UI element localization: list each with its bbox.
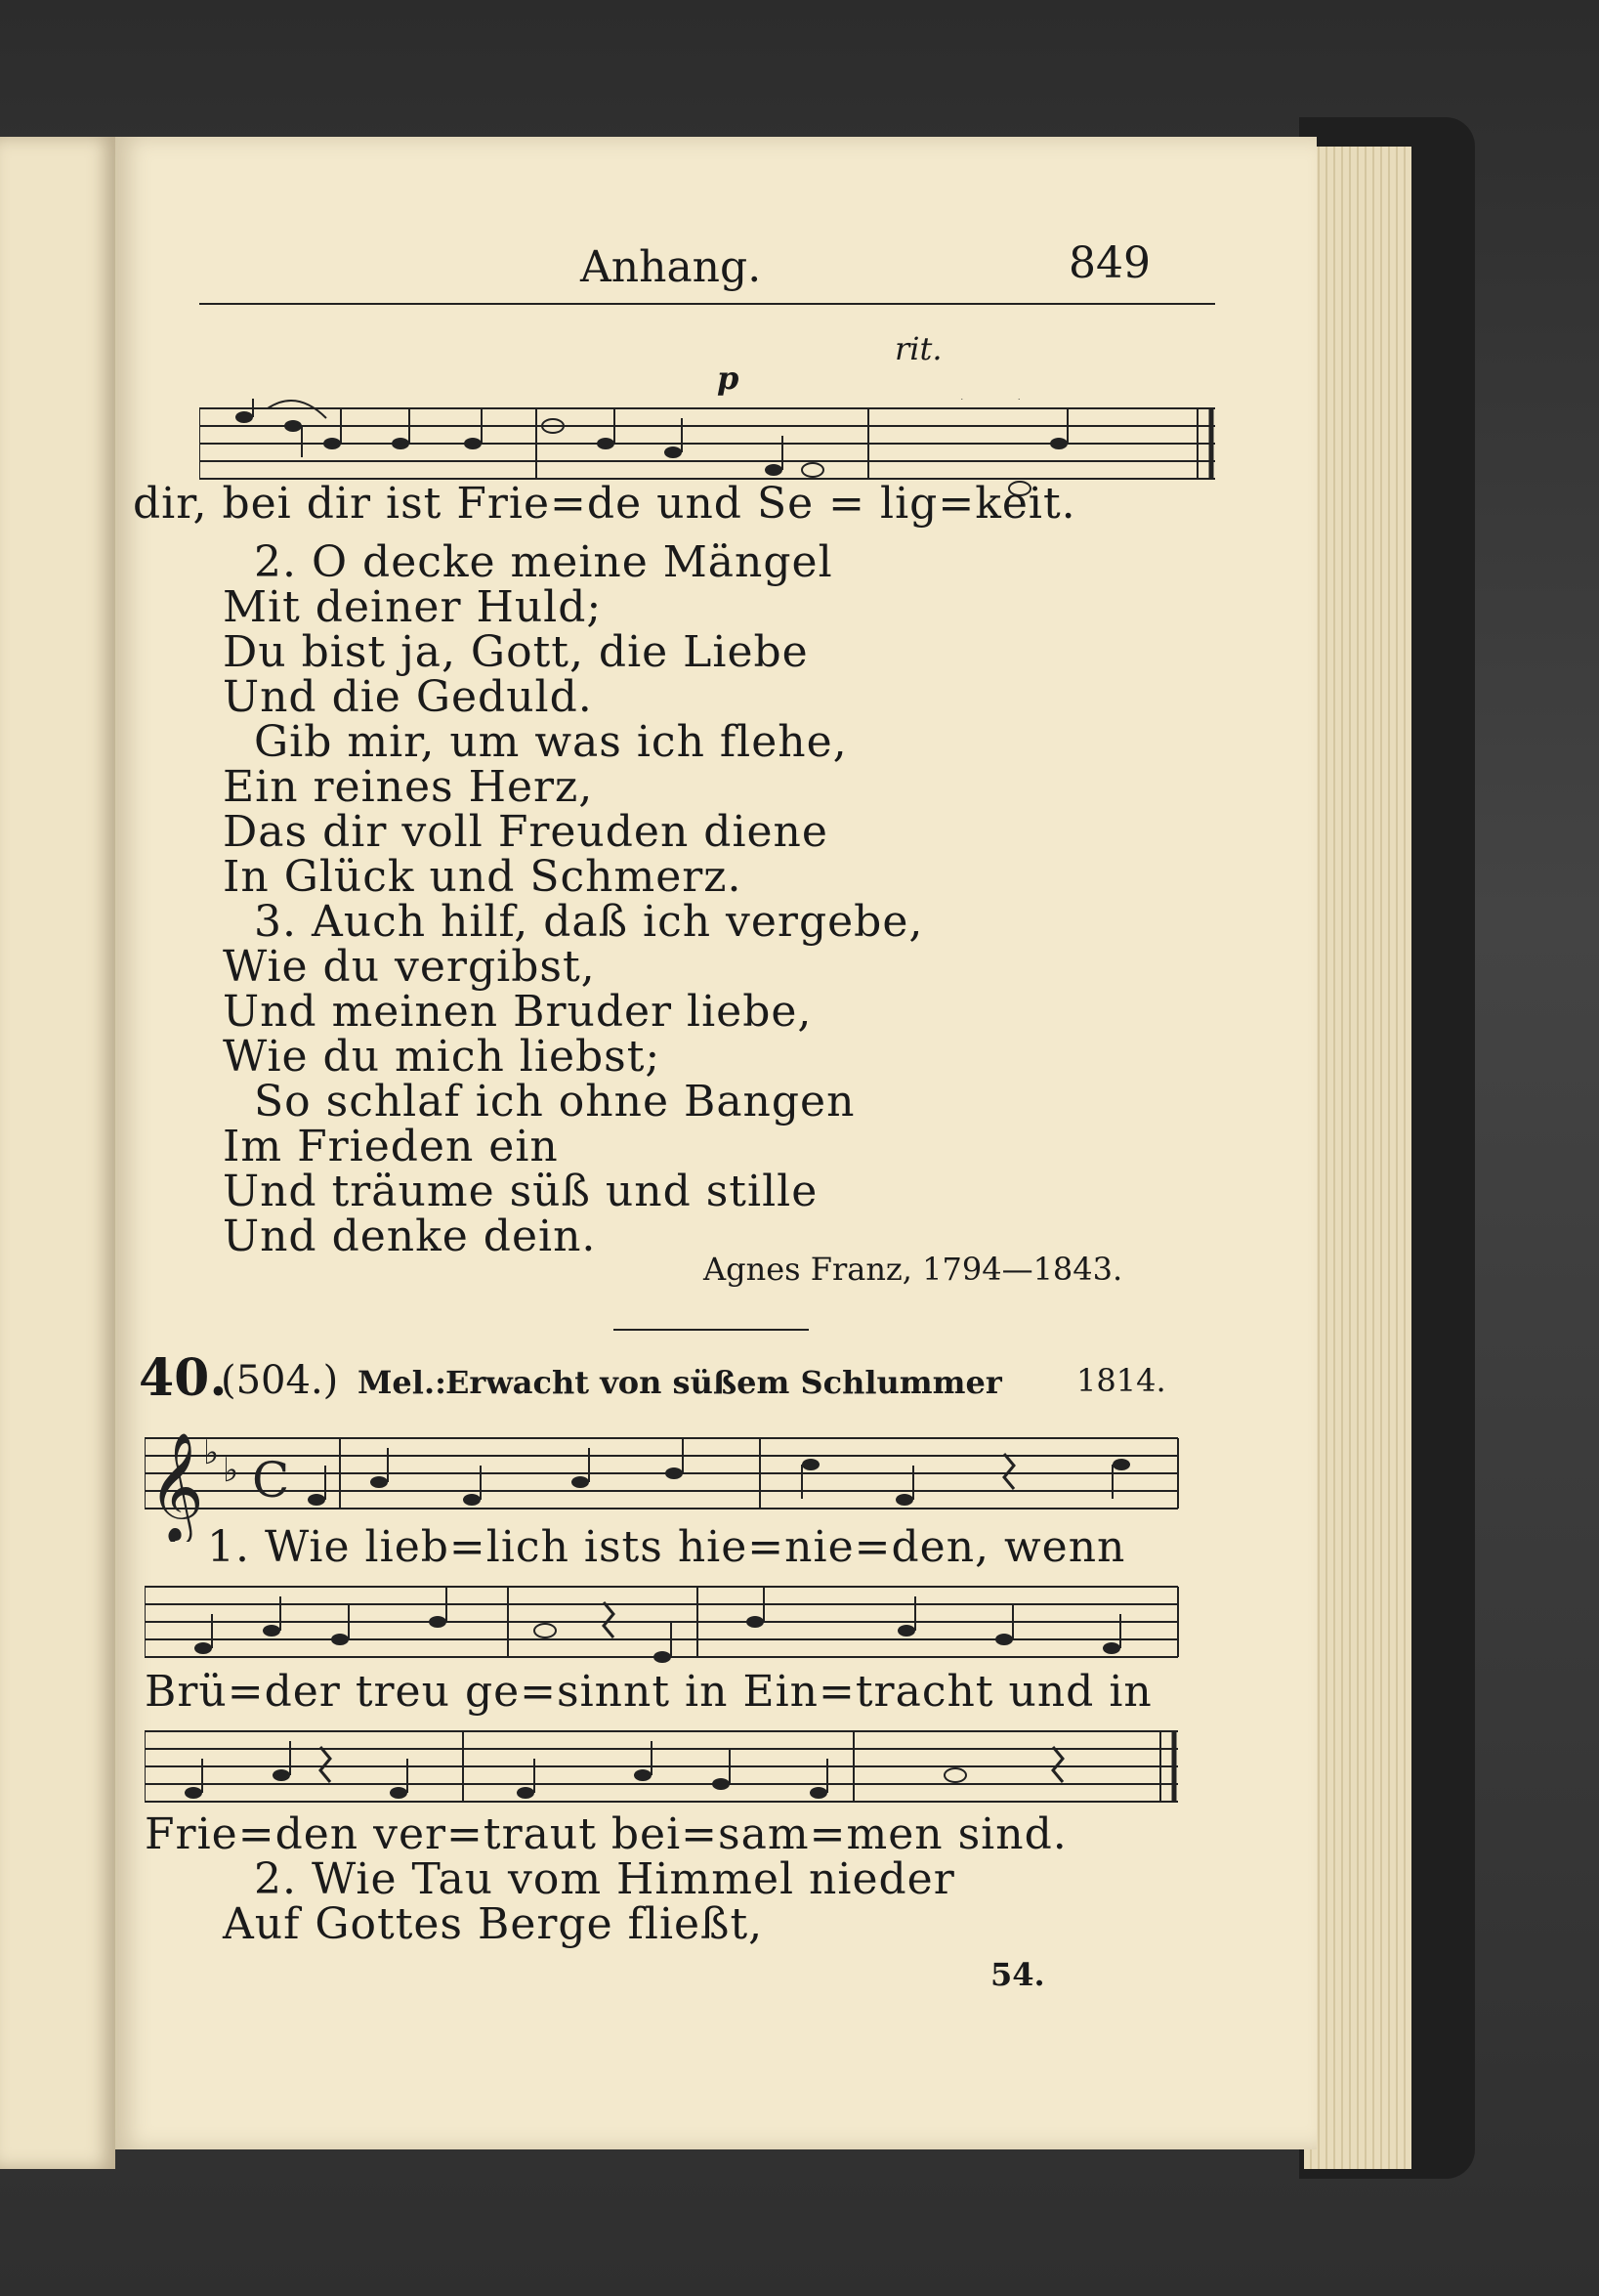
verse-line: So schlaf ich ohne Bangen — [254, 1077, 856, 1127]
syllable: lig — [880, 479, 939, 529]
section-divider — [613, 1329, 809, 1331]
syllable: bei — [610, 1809, 682, 1859]
verse-line: Auf Gottes Berge fließt, — [223, 1899, 764, 1949]
time-signature: C — [252, 1452, 290, 1509]
music-staff-2 — [145, 1573, 1190, 1680]
flat-icon: ♭ — [203, 1433, 220, 1472]
ritardando-mark: rit. — [895, 330, 943, 367]
syllable: = — [446, 1809, 484, 1859]
verse-line: 2. Wie Tau vom Himmel nieder — [254, 1854, 955, 1904]
syllable: Brü — [145, 1667, 228, 1717]
syllable: in — [685, 1667, 729, 1717]
syllable: ist — [386, 479, 442, 529]
syllable: treu — [355, 1667, 450, 1717]
flat-icon: ♭ — [223, 1451, 239, 1490]
verse-line: Und die Geduld. — [223, 672, 593, 722]
verse-line: Wie du mich liebst; — [223, 1032, 661, 1082]
page-number: 849 — [1069, 238, 1151, 288]
syllable: ge — [464, 1667, 521, 1717]
syllable: = — [520, 1667, 558, 1717]
syllable: ists — [583, 1522, 663, 1572]
syllable: = — [227, 1667, 265, 1717]
lyrics-line-2 — [145, 1667, 1153, 1717]
syllable: den, — [891, 1522, 990, 1572]
verse-line: Du bist ja, Gott, die Liebe — [223, 627, 809, 677]
page-edges — [1304, 147, 1411, 2169]
verse-line: In Glück und Schmerz. — [223, 852, 742, 902]
verse-line: Ein reines Herz, — [223, 762, 594, 812]
syllable: tracht — [855, 1667, 994, 1717]
syllable: = — [747, 1522, 785, 1572]
syllable: = — [809, 1809, 847, 1859]
syllable: = — [828, 479, 866, 529]
treble-clef-icon: 𝄞 — [148, 1431, 204, 1541]
syllable: in — [1109, 1667, 1153, 1717]
syllable: sam — [718, 1809, 810, 1859]
dynamic-mark: p — [717, 360, 739, 397]
left-page-edge — [0, 137, 115, 2169]
syllable: lieb — [364, 1522, 449, 1572]
syllable: traut — [483, 1809, 597, 1859]
syllable: den — [274, 1809, 359, 1859]
syllable: und — [656, 479, 742, 529]
syllable: dir, — [133, 479, 208, 529]
syllable: sind. — [957, 1809, 1068, 1859]
syllable: keit. — [975, 479, 1076, 529]
syllable: nie — [784, 1522, 855, 1572]
syllable: 1. — [207, 1522, 250, 1572]
syllable: Ein — [742, 1667, 819, 1717]
verse-line: 3. Auch hilf, daß ich vergebe, — [254, 897, 924, 947]
lyrics-line-1 — [207, 1522, 1125, 1572]
quarter-rest-icon — [1053, 1747, 1063, 1782]
verse-line: 2. O decke meine Mängel — [254, 537, 833, 587]
verse-line: Das dir voll Freuden diene — [223, 807, 828, 857]
syllable: Wie — [264, 1522, 351, 1572]
verse-line: Gib mir, um was ich flehe, — [254, 717, 848, 767]
verse-line: Wie du vergibst, — [223, 942, 596, 992]
syllable: = — [681, 1809, 719, 1859]
signature-mark: 54. — [990, 1956, 1045, 1993]
syllable: = — [237, 1809, 275, 1859]
lyrics-top — [133, 479, 1076, 529]
hymn-reference: (504.) — [221, 1358, 339, 1403]
hymn-number: 40. — [139, 1348, 228, 1408]
syllable: der — [264, 1667, 341, 1717]
verse-line: Und meinen Bruder liebe, — [223, 987, 813, 1037]
quarter-rest-icon — [604, 1602, 613, 1637]
syllable: = — [854, 1522, 892, 1572]
syllable: sinnt — [557, 1667, 671, 1717]
syllable: Se — [756, 479, 815, 529]
syllable: Frie — [456, 479, 551, 529]
syllable: hie — [677, 1522, 748, 1572]
melody-year: 1814. — [1076, 1362, 1166, 1399]
running-title: Anhang. — [580, 242, 762, 292]
syllable: dir — [306, 479, 371, 529]
syllable: ver — [373, 1809, 447, 1859]
syllable: = — [448, 1522, 486, 1572]
syllable: de — [586, 479, 643, 529]
syllable: = — [550, 479, 587, 529]
book-page — [115, 137, 1317, 2149]
syllable: = — [938, 479, 976, 529]
verse-line: Mit deiner Huld; — [223, 582, 603, 632]
quarter-rest-icon — [1004, 1454, 1014, 1489]
melody-label: Mel.: — [358, 1364, 446, 1401]
author-years: 1794—1843. — [922, 1251, 1123, 1288]
syllable: bei — [222, 479, 292, 529]
syllable: Frie — [145, 1809, 238, 1859]
syllable: wenn — [1004, 1522, 1126, 1572]
author-name: Agnes Franz, — [703, 1251, 912, 1288]
author-credit — [703, 1251, 1122, 1288]
verse-line: Im Frieden ein — [223, 1122, 559, 1171]
verse-line: Und träume süß und stille — [223, 1167, 819, 1216]
melody-title: Erwacht von süßem Schlummer — [445, 1364, 1002, 1401]
syllable: und — [1008, 1667, 1095, 1717]
lyrics-line-3 — [145, 1809, 1068, 1859]
syllable: lich — [485, 1522, 569, 1572]
syllable: men — [846, 1809, 944, 1859]
verse-line: Und denke dein. — [223, 1212, 597, 1261]
quarter-rest-icon — [320, 1747, 330, 1782]
header-rule — [199, 303, 1215, 305]
syllable: = — [819, 1667, 856, 1717]
